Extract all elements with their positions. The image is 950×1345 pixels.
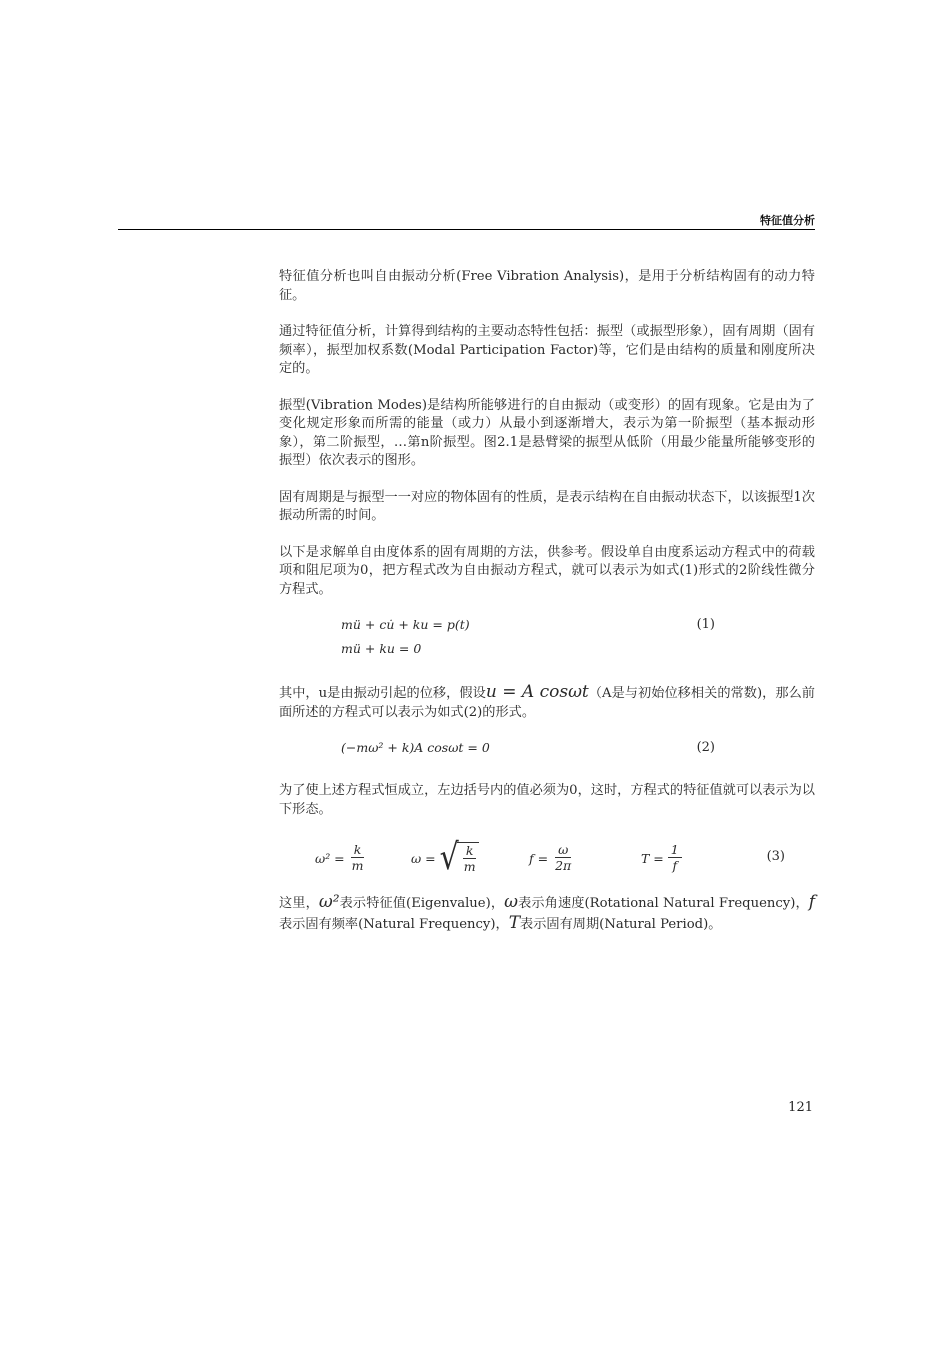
eigenvalue-denominator: m xyxy=(351,858,364,873)
running-header-title: 特征值分析 xyxy=(760,214,815,227)
eigenvalue-fraction xyxy=(349,842,367,874)
paragraph-6 xyxy=(279,683,815,722)
frequency-fraction xyxy=(552,842,574,874)
equation-1a xyxy=(279,617,815,641)
period-lhs: T = xyxy=(641,850,664,866)
radical-sign: √ xyxy=(439,836,459,879)
displacement-formula: u = A cosωt xyxy=(485,682,589,702)
eigenvalue-numerator: k xyxy=(351,842,365,858)
paragraph-6-before: 其中，u是由振动引起的位移，假设 xyxy=(279,686,486,701)
period-fraction xyxy=(668,842,682,874)
angular-velocity-denominator: m xyxy=(463,858,476,874)
header-rule xyxy=(118,229,815,230)
paragraph-8-part-a: 这里， xyxy=(279,896,319,911)
paragraph-3: 振型(Vibration Modes)是结构所能够进行的自由振动（或变形）的固有现象。它是由为了变化规定形象而所需的能量（或力）从最小到逐渐增大，表示为第一阶振型（基本振动形象），第二阶振型，…第n阶振型。图2.1是悬臂梁的振型从低阶（用最少能量所能够变形的振型）依次表示的图形。 xyxy=(279,397,815,468)
period-formula xyxy=(641,837,682,879)
period-denominator: f xyxy=(672,858,678,873)
paragraph-8-part-c: 表示角速度(Rotational Natural Frequency)， xyxy=(518,896,809,911)
square-root xyxy=(439,836,479,879)
paragraph-8 xyxy=(279,893,815,934)
equation-3-number: (3) xyxy=(766,849,785,864)
equation-3 xyxy=(279,837,815,879)
paragraph-7: 为了使上述方程式恒成立，左边括号内的值必须为0，这时，方程式的特征值就可以表示为以下形态。 xyxy=(279,783,815,817)
equation-1-group xyxy=(279,617,815,665)
equation-1b xyxy=(279,641,815,665)
omega-symbol: ω xyxy=(504,892,519,912)
equation-2 xyxy=(279,740,815,764)
period-numerator: 1 xyxy=(668,842,682,858)
eigenvalue-lhs: ω² = xyxy=(315,850,345,866)
paragraph-1: 特征值分析也叫自由振动分析(Free Vibration Analysis)，是用于分析结构固有的动力特征。 xyxy=(279,269,815,303)
frequency-lhs: f = xyxy=(529,850,549,866)
paragraph-5: 以下是求解单自由度体系的固有周期的方法，供参考。假设单自由度系运动方程式中的荷载项和阻尼项为0，把方程式改为自由振动方程式，就可以表示为如式(1)形式的2阶线性微分方程式。 xyxy=(279,544,815,597)
equation-1a-text: mü + cu̇ + ku = p(t) xyxy=(341,617,470,632)
paragraph-2: 通过特征值分析，计算得到结构的主要动态特性包括：振型（或振型形象），固有周期（固有频率），振型加权系数(Modal Participation Factor)等，它们是由结构的质量和刚度所决定的。 xyxy=(279,324,815,376)
equation-2-number: (2) xyxy=(696,740,715,755)
frequency-numerator: ω xyxy=(555,842,571,858)
angular-velocity-formula xyxy=(411,837,479,879)
angular-velocity-fraction xyxy=(461,843,479,875)
paragraph-8-part-b: 表示特征值(Eigenvalue)， xyxy=(339,896,505,911)
angular-velocity-numerator: k xyxy=(463,843,477,859)
paragraph-4: 固有周期是与振型一一对应的物体固有的性质，是表示结构在自由振动状态下，以该振型1次振动所需的时间。 xyxy=(279,489,815,523)
paragraph-8-part-e: 表示固有周期(Natural Period)。 xyxy=(520,916,722,932)
angular-velocity-lhs: ω = xyxy=(411,850,436,866)
frequency-denominator: 2π xyxy=(555,858,572,873)
main-content xyxy=(279,268,815,952)
equation-1-number: (1) xyxy=(696,617,715,632)
equation-2-text: (−mω² + k)A cosωt = 0 xyxy=(341,740,490,755)
paragraph-6-after: （A是与初始位移相关的常数)，那么前面所述的方程式可以表示为如式(2)的形式。 xyxy=(279,686,815,720)
frequency-symbol: f xyxy=(808,892,816,912)
paragraph-8-part-d: 表示固有频率(Natural Frequency)， xyxy=(279,916,509,932)
eigenvalue-symbol: ω² xyxy=(318,892,340,912)
equation-1b-text: mü + ku = 0 xyxy=(341,641,422,656)
eigenvalue-formula xyxy=(315,837,367,879)
equation-2-group xyxy=(279,740,815,764)
period-symbol: T xyxy=(508,912,521,933)
page-number: 121 xyxy=(788,1100,813,1115)
frequency-formula xyxy=(529,837,574,879)
